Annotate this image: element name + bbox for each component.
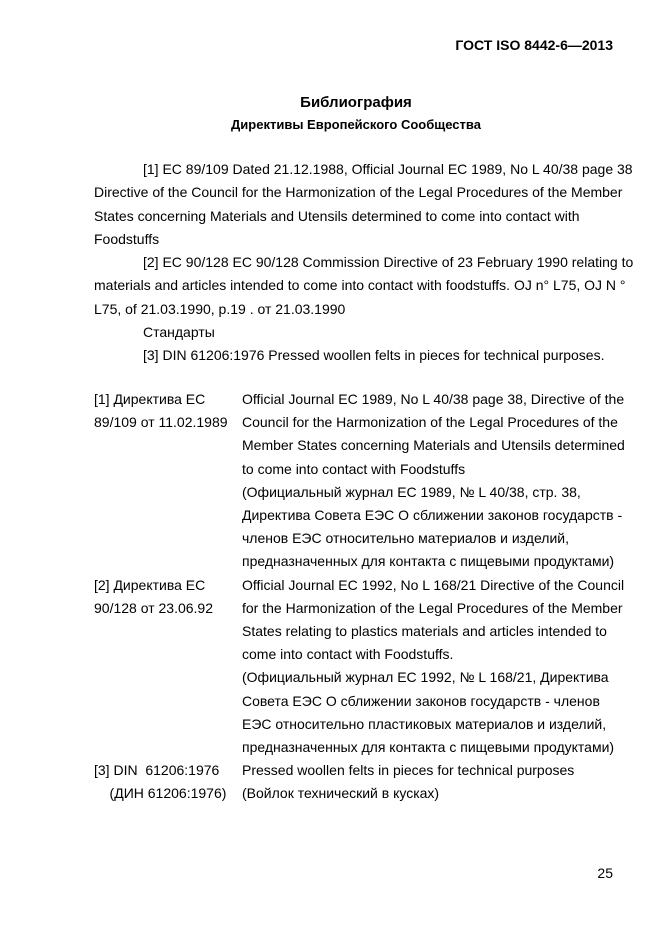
text-line: Foodstuffs <box>94 230 160 247</box>
reference-description: предназначенных для контакта с пищевыми продуктами) <box>242 553 615 570</box>
reference-description: (Войлок технический в кусках) <box>242 785 440 802</box>
table-row <box>94 643 625 666</box>
reference-description: Совета ЕЭС О сближении законов государств - членов <box>242 692 600 709</box>
reference-description: Member States concerning Materials and Utensils determined <box>242 437 625 454</box>
reference-description: States relating to plastics materials and articles intended to <box>242 623 607 640</box>
reference-id: [1] Директива ЕС <box>94 391 206 407</box>
text-line: L75, of 21.03.1990, p.19 . от 21.03.1990 <box>94 300 346 317</box>
bibliography-table <box>94 388 625 806</box>
reference-id: [2] Директива ЕС <box>94 576 206 593</box>
section-subtitle: Директивы Европейского Сообщества <box>231 117 481 132</box>
table-row <box>94 458 625 481</box>
table-row <box>94 713 625 736</box>
document-header: ГОСТ ISO 8442-6—2013 <box>455 37 613 53</box>
reference-description: (Официальный журнал ЕС 1992, № L 168/21, Директива <box>242 669 609 686</box>
table-row <box>94 782 625 805</box>
table-row <box>94 481 625 504</box>
reference-description: come into contact with Foodstuffs. <box>242 646 454 663</box>
text-line: [1] EC 89/109 Dated 21.12.1988, Official Journal EC 1989, No L 40/38 page 38 <box>143 161 633 177</box>
reference-description: for the Harmonization of the Legal Procedures of the Member <box>242 599 623 616</box>
table-row <box>94 759 625 782</box>
table-row <box>94 434 625 457</box>
reference-id <box>94 504 242 527</box>
reference-description: Official Journal EC 1992, No L 168/21 Directive of the Council <box>242 576 625 593</box>
reference-id: 89/109 от 11.02.1989 <box>94 414 228 431</box>
page-number: 25 <box>597 865 613 881</box>
reference-id: (ДИН 61206:1976) <box>94 785 227 802</box>
bibliography-text <box>94 158 634 368</box>
reference-id <box>94 736 242 759</box>
table-row <box>94 574 625 597</box>
reference-id <box>94 481 242 504</box>
text-line: Directive of the Council for the Harmonization of the Legal Procedures of the Member <box>94 184 623 201</box>
table-row <box>94 411 625 434</box>
text-line: materials and articles intended to come into contact with foodstuffs. OJ n° L75, OJ N ° <box>94 277 626 294</box>
text-line: [2] EC 90/128 EC 90/128 Commission Directive of 23 February 1990 relating to <box>143 254 634 271</box>
reference-id <box>94 458 242 481</box>
table-row <box>94 666 625 689</box>
reference-id <box>94 643 242 666</box>
reference-id <box>94 690 242 713</box>
table-row <box>94 527 625 550</box>
table-row <box>94 550 625 573</box>
table-row <box>94 388 625 411</box>
reference-id <box>94 527 242 550</box>
text-line: [3] DIN 61206:1976 Pressed woollen felts in pieces for technical purposes. <box>143 347 605 364</box>
table-row <box>94 504 625 527</box>
reference-description: Pressed woollen felts in pieces for technical purposes <box>242 762 575 779</box>
reference-description: Official Journal EC 1989, No L 40/38 page 38, Directive of the <box>242 391 625 407</box>
reference-description: ЕЭС относительно пластиковых материалов и изделий, <box>242 715 607 732</box>
reference-id <box>94 666 242 689</box>
table-row <box>94 597 625 620</box>
reference-description: членов ЕЭС относительно материалов и изделий, <box>242 530 569 547</box>
table-row <box>94 620 625 643</box>
reference-description: Директива Совета ЕЭС О сближении законов государств - <box>242 507 623 524</box>
page-title: Библиография <box>300 94 412 111</box>
reference-description: (Официальный журнал ЕС 1989, № L 40/38, стр. 38, <box>242 483 581 500</box>
reference-description: предназначенных для контакта с пищевыми продуктами) <box>242 739 615 756</box>
reference-id <box>94 620 242 643</box>
reference-id: 90/128 от 23.06.92 <box>94 599 213 616</box>
text-line: Стандарты <box>143 324 215 341</box>
reference-id <box>94 550 242 573</box>
table-row <box>94 690 625 713</box>
reference-description: Council for the Harmonization of the Legal Procedures of the <box>242 414 618 431</box>
reference-id <box>94 713 242 736</box>
reference-id <box>94 434 242 457</box>
text-line: States concerning Materials and Utensils determined to come into contact with <box>94 207 580 224</box>
table-row <box>94 736 625 759</box>
reference-id: [3] DIN 61206:1976 <box>94 762 220 779</box>
reference-description: to come into contact with Foodstuffs <box>242 460 466 477</box>
